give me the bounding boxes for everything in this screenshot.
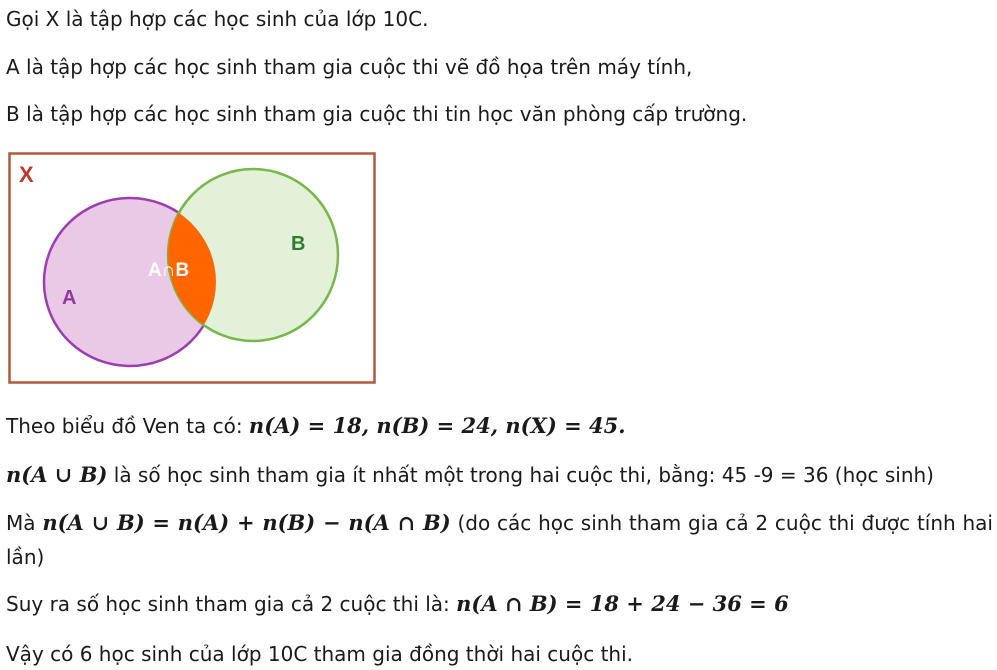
line-6-text-start: Mà (6, 511, 43, 535)
line-7-text: Suy ra số học sinh tham gia cả 2 cuộc thi là: (6, 592, 457, 616)
line-4-math: n(A) = 18, n(B) = 24, n(X) = 45. (248, 413, 626, 438)
line-7 (6, 591, 789, 617)
line-6-math: n(A ∪ B) = n(A) + n(B) − n(A ∩ B) (42, 510, 451, 535)
venn-svg (8, 152, 376, 384)
line-5-text: là số học sinh tham gia ít nhất một trong hai cuộc thi, bằng: 45 -9 = 36 (học sinh) (107, 463, 934, 487)
paragraph-1: Gọi X là tập hợp các học sinh của lớp 10C. (6, 7, 429, 31)
line-7-math: n(A ∩ B) = 18 + 24 − 36 = 6 (456, 591, 789, 616)
line-6 (6, 506, 993, 574)
paragraph-3: B là tập hợp các học sinh tham gia cuộc thi tin học văn phòng cấp trường. (6, 102, 748, 126)
venn-diagram (8, 152, 376, 384)
line-6-text-end: (do các học sinh tham gia cả 2 cuộc thi được tính hai lần) (6, 511, 993, 569)
line-5-math: n(A ∪ B) (6, 462, 108, 487)
line-8: Vậy có 6 học sinh của lớp 10C tham gia đồng thời hai cuộc thi. (6, 642, 634, 666)
line-4-text: Theo biểu đồ Ven ta có: (6, 414, 249, 438)
label-a: A (62, 287, 77, 309)
label-b: B (291, 233, 306, 255)
paragraph-2: A là tập hợp các học sinh tham gia cuộc thi vẽ đồ họa trên máy tính, (6, 55, 693, 79)
line-4 (6, 413, 626, 439)
label-intersection: A∩B (148, 260, 190, 281)
line-5 (6, 462, 934, 488)
label-x: X (19, 162, 34, 187)
